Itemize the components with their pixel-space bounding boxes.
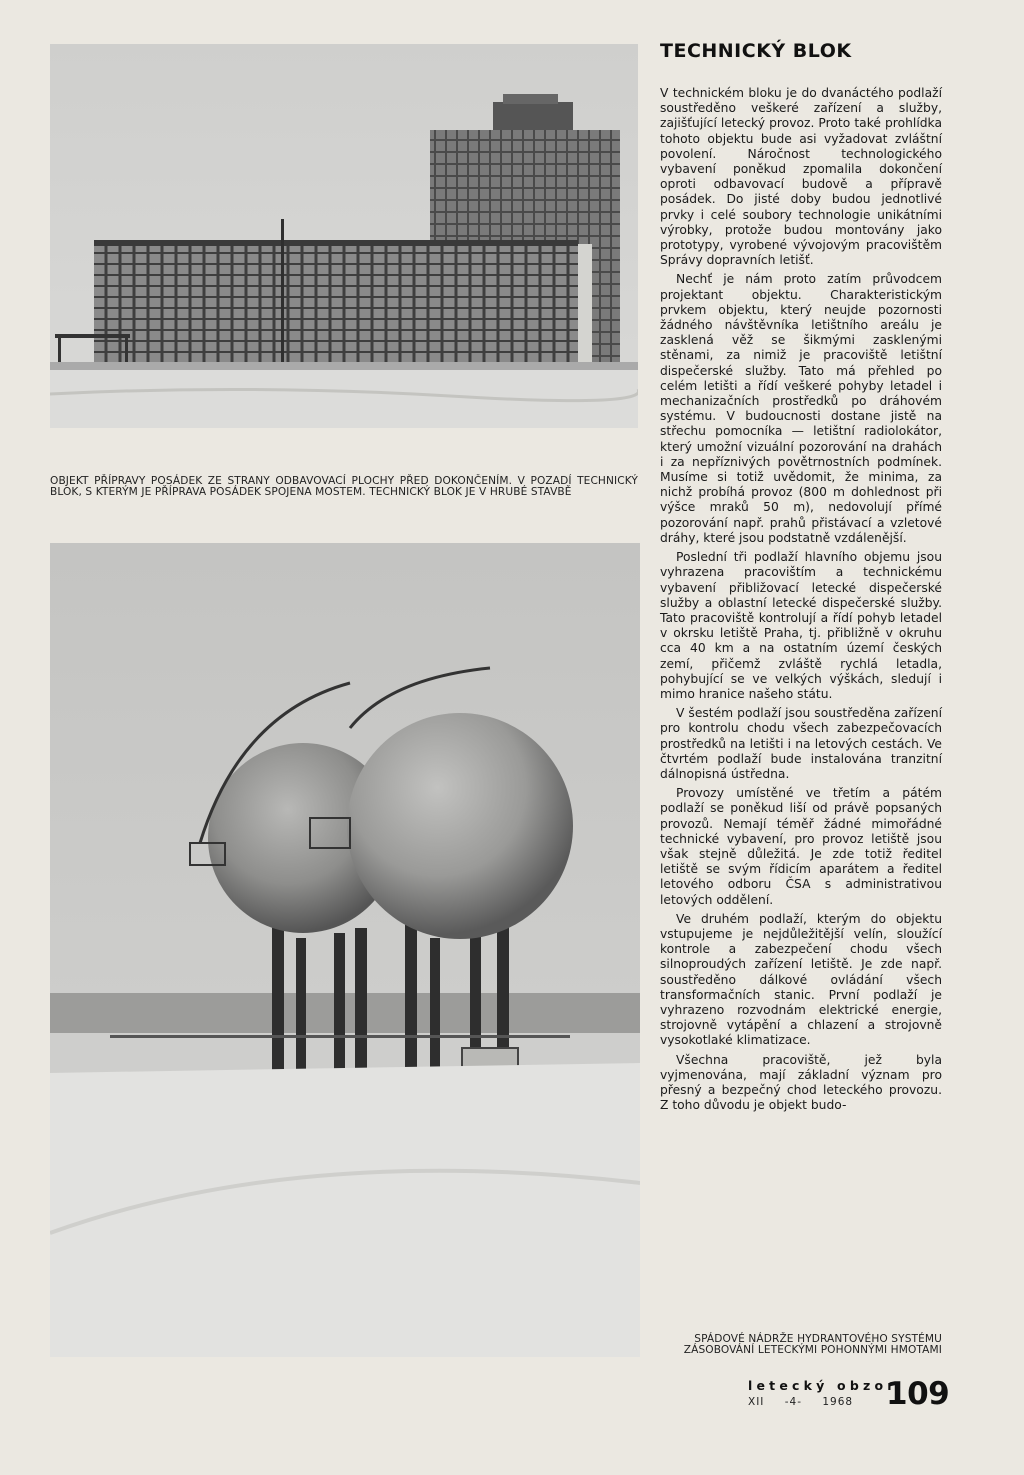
- article-paragraph: Všechna pracoviště, jež byla vyjmenována, mají základní význam pro přesný a bezpečný chod leteckého provozu. Z toho důvodu je objekt budo-: [660, 1052, 942, 1113]
- article-paragraph: Poslední tři podlaží hlavního objemu jsou vyhrazena pracovištím a technickému vybavení přibližovací letecké dispečerské služby a oblastní letecké dispečerské služby. Tato pracoviště kontrolují a řídí pohyb letadel v okrsku letiště Praha, tj. přibližně v okruhu cca 40 km a na ostatním území českých zemí, přičemž zvláště rychlá letadla, pohybující se ve velkých výškách, sledují i mimo hranice našeho státu.: [660, 550, 942, 701]
- section-title: TECHNICKÝ BLOK: [660, 40, 852, 62]
- photo-caption: SPÁDOVÉ NÁDRŽE HYDRANTOVÉHO SYSTÉMU ZÁSOBOVÁNÍ LETECKÝMI POHONNÝMI HMOTAMI: [683, 1332, 942, 1357]
- photo-caption: OBJEKT PŘÍPRAVY POSÁDEK ZE STRANY ODBAVOVACÍ PLOCHY PŘED DOKONČENÍM. V POZADÍ TECHNICKÝ BLOK, S KTERÝM JE PŘÍPRAVA POSÁDEK SPOJENA MOSTEM. TECHNICKÝ BLOK JE V HRUBÉ STAVBĚ: [50, 474, 638, 499]
- building-photo: [50, 44, 638, 428]
- article-paragraph: Nechť je nám proto zatím průvodcem projektant objektu. Charakteristickým prvkem objektu, který neujde pozornosti žádného návštěvníka letištního areálu je zasklená věž se šikmými zasklenými stěnami, za nimiž je pracoviště letištní dispečerské služby. Tato má přehled po celém letišti a řídí veškeré pohyby letadel i mechanizačních prostředků po dráhovém systému. V budoucnosti dostane jistě na střechu pomocníka — letištní radiolokátor, který umožní vizuální pozorování na drahách i za nepříznivých povětrnostních podmínek. Musíme si totiž uvědomit, že minima, za nichž probíhá provoz (800 m dohlednost při výšce mraků 50 m), nedovolují přímé pozorování např. prahů přistávací a vzletové dráhy, které jsou podstatně vzdálenější.: [660, 272, 942, 545]
- page-number: 109: [886, 1376, 950, 1412]
- issue-info: [748, 1396, 869, 1408]
- volume-number: XII: [748, 1396, 765, 1408]
- article-paragraph: Provozy umístěné ve třetím a pátém podlaží se poněkud liší od právě popsaných provozů. Nemají téměř žádné mimořádné technické vybavení, pro provoz letiště jsou však stejně důležitá. Je zde totiž ředitel letiště se svým řídicím aparátem a ředitel letového odboru ČSA s administrativou letových oddělení.: [660, 786, 942, 907]
- article-paragraph: V technickém bloku je do dvanáctého podlaží soustředěno veškeré zařízení a služby, zajišťující letecký provoz. Proto také prohlídka tohoto objektu bude asi vyžadovat zvláštní povolení. Náročnost technologického vybavení poněkud zpomalila dokončení oproti odbavovací budově a přípravě posádek. Do jisté doby budou jednotlivé prvky i celé soubory technologie unikátními výrobky, protože budou montovány jako prototypy, vyrobené vývojovým pracovištěm Správy dopravních letišť.: [660, 86, 942, 268]
- fuel-tanks-photo: [50, 543, 640, 1357]
- year: 1968: [822, 1396, 854, 1408]
- article-paragraph: V šestém podlaží jsou soustředěna zařízení pro kontrolu chodu všech zabezpečovacích prostředků na letišti i na letových cestách. Ve čtvrtém podlaží bude instalována tranzitní dálnopisná ústředna.: [660, 706, 942, 781]
- issue-number: -4-: [784, 1396, 802, 1408]
- article-body: [660, 86, 942, 1117]
- page-footer: [748, 1378, 948, 1422]
- magazine-name: letecký obzor: [748, 1378, 898, 1393]
- article-paragraph: Ve druhém podlaží, kterým do objektu vstupujeme je nejdůležitější velín, sloužící kontrole a zabezpečení chodu všech silnoproudých zařízení letiště. Je zde např. soustředěno dálkové ovládání všech transformačních stanic. První podlaží je vyhrazeno rozvodnám elektrické energie, strojovně vytápění a chlazení a strojovně vysokotlaké klimatizace.: [660, 911, 942, 1048]
